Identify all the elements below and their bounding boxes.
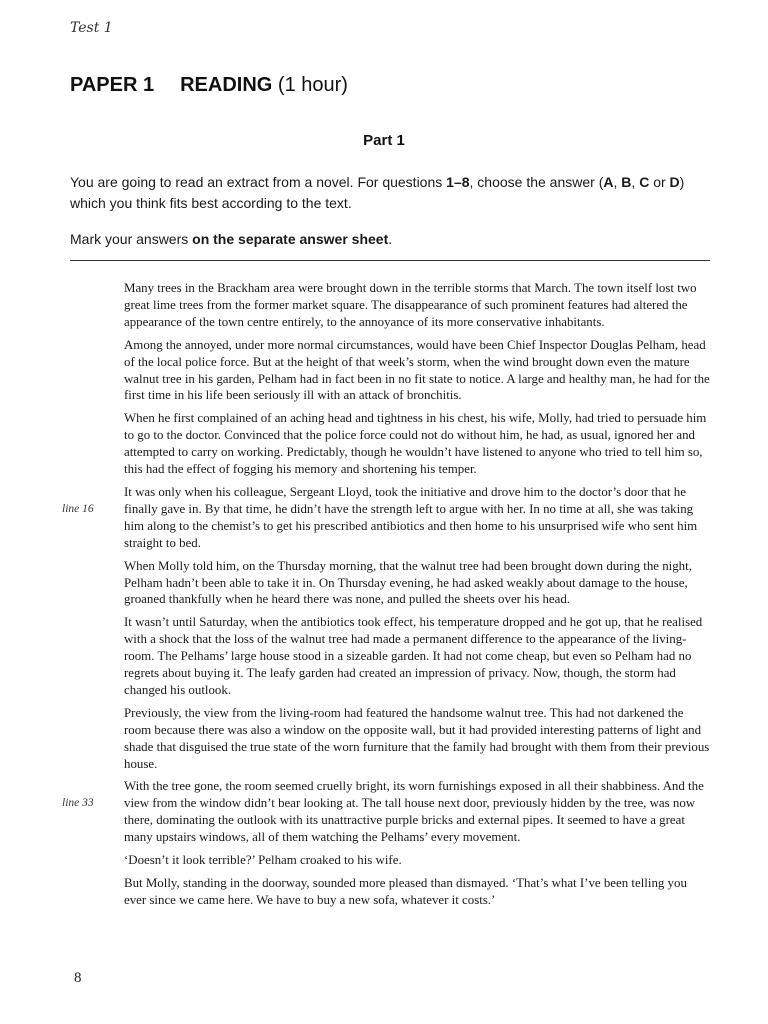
paper-number: PAPER 1 [70, 74, 155, 96]
passage-paragraph: But Molly, standing in the doorway, sounded more pleased than dismayed. ‘That’s what I’ve been telling you ever since we came here. We have to buy a new sofa, whatever it costs.’ [124, 876, 687, 907]
paper-duration: (1 hour) [277, 74, 348, 96]
passage-paragraph: ‘Doesn’t it look terrible?’ Pelham croaked to his wife. [124, 853, 402, 868]
passage-paragraph: It wasn’t until Saturday, when the antibiotics took effect, his temperature dropped and he got up, that he realised with a shock that the loss of the walnut tree had made a permanent difference to the appearance of the living-room. The Pelhams’ large house stood in a sizeable garden. It had not come cheap, but even so Pelham had no regrets about buying it. The leafy garden had created an impression of privacy. Now, though, the storm had changed his outlook. [124, 615, 703, 697]
option-d: D [669, 174, 680, 190]
option-c: C [639, 174, 650, 190]
task-instruction: You are going to read an extract from a novel. For questions 1–8, choose the answer (A, B, C or D) which you think fits best according to the text. [70, 174, 685, 211]
question-range: 1–8 [446, 174, 470, 190]
passage-paragraph: Previously, the view from the living-room had featured the handsome walnut tree. This had not darkened the room because there was also a window on the opposite wall, but it had provided interesting patterns of light and shade that disguised the true state of the worn furniture that the family had brought with them from their previous house. [124, 705, 710, 771]
passage-paragraph: When Molly told him, on the Thursday morning, that the walnut tree had been brought down during the night, Pelham hadn’t been able to take it in. On Thursday evening, he had asked weakly about damage to the house, groaned thankfully when he heard there was none, and pulled the sheets over his head. [124, 558, 692, 607]
passage-paragraph: Among the annoyed, under more normal circumstances, would have been Chief Inspector Douglas Pelham, head of the local police force. But at the height of that week’s storm, when the wind brought down even the mature walnut tree in his garden, Pelham had in fact been in no fit state to notice. A large and healthy man, he had for the first time in his life been seriously ill with an attack of bronchitis. [124, 337, 710, 403]
answer-sheet-instruction: Mark your answers on the separate answer sheet. [70, 231, 393, 247]
paper-title [70, 74, 348, 97]
option-b: B [621, 174, 632, 190]
passage-paragraph: Many trees in the Brackham area were brought down in the terrible storms that March. The town itself lost two great lime trees from the former market square. The disappearance of such prominent features had altered the appearance of the town centre entirely, to the annoyance of its more conservative inhabitants. [124, 281, 697, 329]
passage [62, 280, 712, 915]
divider-rule [70, 260, 710, 261]
part-heading: Part 1 [363, 132, 405, 149]
page-number: 8 [74, 970, 82, 986]
passage-paragraph: line 16 It was only when his colleague, Sergeant Lloyd, took the initiative and drove him to the doctor’s door that he finally gave in. By that time, he didn’t have the strength left to argue with her. In no time at all, she was taking him along to the chemist’s to get his prescribed antibiotics and then home to his unsurprised wife who sent him straight to bed. [62, 484, 698, 550]
passage-paragraph: line 33 With the tree gone, the room seemed cruelly bright, its worn furnishings exposed in all their shabbiness. And the view from the window didn’t bear looking at. The tall house next door, previously hidden by the tree, was now there, dominating the outlook with its unattractive purple bricks and external pipes. It seemed to have a great many upstairs windows, all of them watching the Pelhams’ every movement. [62, 779, 704, 845]
instructions [70, 172, 710, 265]
running-head: Test 1 [70, 20, 113, 36]
passage-paragraph: When he first complained of an aching head and tightness in his chest, his wife, Molly, had tried to persuade him to go to the doctor. Convinced that the police force could not do without him, he had, as usual, ignored her and attempted to carry on working. Predictably, though he wouldn’t have listened to anyone who tried to tell him so, this had the effect of fogging his memory and shortening his temper. [124, 411, 707, 477]
option-a: A [603, 174, 614, 190]
line-reference-33: line 33 [62, 797, 94, 810]
paper-subject: READING [180, 74, 273, 96]
answer-sheet-emphasis: on the separate answer sheet [192, 231, 389, 247]
line-reference-16: line 16 [62, 502, 94, 515]
